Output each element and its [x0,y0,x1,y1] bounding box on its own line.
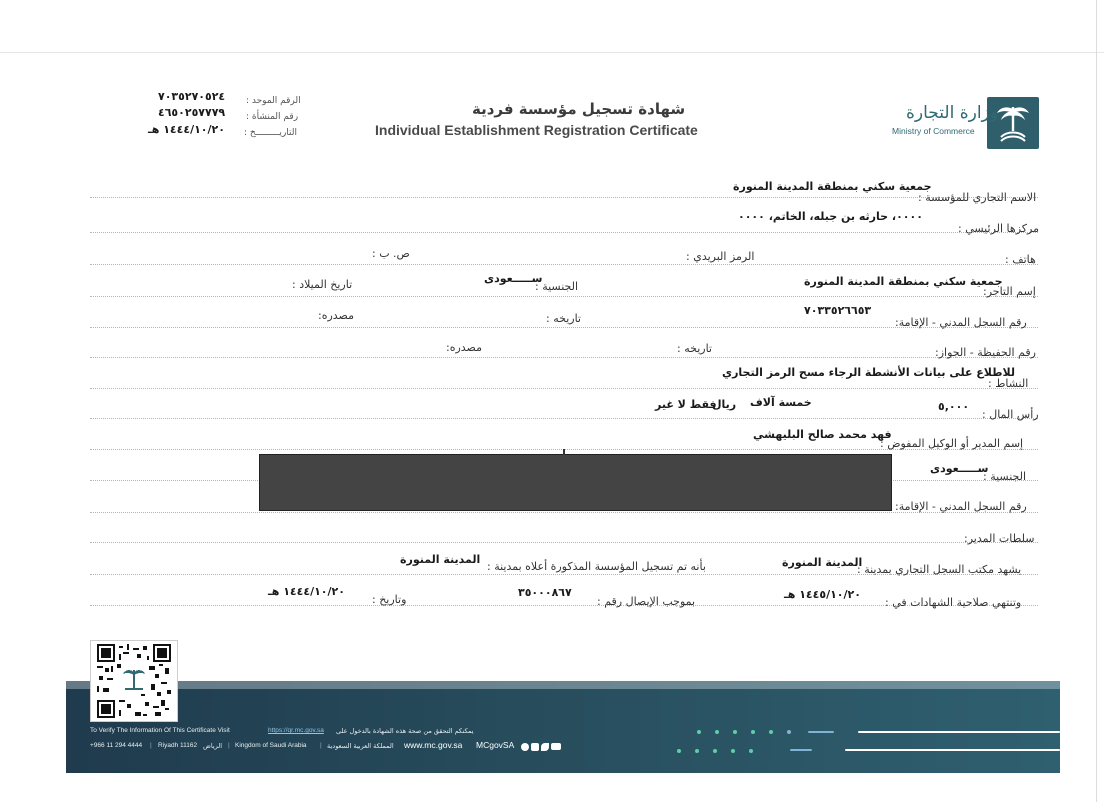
date-value: ١٤٤٤/١٠/٢٠ هـ [148,123,225,136]
ministry-logo-arabic: وزارة التجارة [906,103,998,123]
receipt-date-value: ١٤٤٤/١٠/٢٠ هـ [268,585,345,598]
dotted-rule [90,357,1038,358]
youtube-icon[interactable] [551,743,561,750]
footer-divider: | [150,742,152,749]
postal-code-label: الرمز البريدي : [686,250,755,263]
title-arabic: شهادة تسجيل مؤسسة فردية [472,100,686,118]
passport-label: رقم الحفيظة - الجواز: [935,346,1036,359]
civil-registry-value: ٧٠٣٣٥٢٦٦٥٣ [804,304,872,317]
merchant-name-label: إسم التاجر: [983,285,1036,298]
civil-registry-label: رقم السجل المدني - الإقامة: [895,316,1027,329]
manager-powers-label: سلطات المدير: [964,532,1035,545]
verify-english: To Verify The Information Of This Certificate Visit [90,727,230,734]
title-english: Individual Establishment Registration Certificate [375,122,698,138]
ministry-logo-english: Ministry of Commerce [892,126,975,136]
capital-words: خمسة آلاف [750,396,812,409]
merchant-name-value: جمعية سكني بمنطقة المدينة المنورة [804,275,1003,288]
decor-dot [715,730,719,734]
receipt-label: بموجب الإيصال رقم : [597,595,696,608]
unified-number-label: الرقم الموحد : [246,96,301,106]
issue-date-label: تاريخه : [546,312,581,325]
activity-label: النشاط : [988,377,1029,390]
passport-date-label: تاريخه : [677,342,712,355]
footer-city-en: Riyadh 11162 [158,742,198,749]
decor-dot [713,749,717,753]
decor-dot [731,749,735,753]
footer-highlight [66,681,1060,689]
dotted-rule [90,388,1038,389]
manager-label: إسم المدير أو الوكيل المفوض : [880,437,1024,450]
decor-dot [733,730,737,734]
footer-divider: | [320,742,322,749]
footer-website[interactable]: www.mc.gov.sa [404,740,463,750]
phone-label: هاتف : [1005,253,1036,266]
decor-dot [751,730,755,734]
dotted-rule [90,264,1038,265]
qr-code[interactable] [90,640,178,722]
expiry-value: ١٤٤٥/١٠/٢٠ هـ [784,588,861,601]
dotted-rule [90,197,1038,198]
decor-dot [697,730,701,734]
passport-issuer-label: مصدره: [446,341,482,354]
footer-phone: +966 11 294 4444 [90,742,143,749]
expiry-label: وتنتهي صلاحية الشهادات في : [885,596,1022,609]
date-label: التاريـــــــــخ : [244,128,297,138]
decor-dot [769,730,773,734]
capital-currency: ريال [712,398,737,411]
hq-value: ٠٠٠٠، حارثه بن جبله، الخاتم، ٠٠٠٠ [738,210,923,223]
decor-line [808,731,834,733]
verify-link[interactable]: https://qr.mc.gov.sa [268,727,324,734]
dotted-rule [90,232,1038,233]
verify-arabic: يمكنكم التحقق من صحة هذه الشهادة بالدخول على [336,727,474,735]
pobox-label: ص. ب : [372,247,410,260]
certify-city: المدينة المنورة [782,556,863,569]
decor-dot [677,749,681,753]
capital-only: فقط لا غير [655,398,717,411]
decor-dot [695,749,699,753]
unified-number-value: ٧٠٣٥٢٧٠٥٢٤ [158,90,226,103]
capital-value: ٥,٠٠٠ [938,400,970,413]
manager-nationality-value: ســـــعودى [930,462,989,475]
decor-line [790,749,812,751]
receipt-date-label: وتاريخ : [372,593,407,606]
facility-number-label: رقم المنشأة : [246,112,299,122]
trade-name-value: جمعية سكني بمنطقة المدينة المنورة [733,180,932,193]
certify-label: يشهد مكتب السجل التجاري بمدينة : [857,563,1022,576]
footer-country-ar: المملكة العربية السعودية [327,742,394,750]
facebook-icon[interactable] [531,743,539,751]
decor-dot [787,730,791,734]
manager-civil-label: رقم السجل المدني - الإقامة: [895,500,1027,513]
instagram-icon[interactable] [521,743,529,751]
twitter-icon[interactable] [541,743,549,751]
footer-country-en: Kingdom of Saudi Arabia [235,742,307,749]
facility-number-value: ٤٦٥٠٢٥٧٧٧٩ [158,106,226,119]
registered-label: بأنه تم تسجيل المؤسسة المذكورة أعلاه بمدينة : [487,560,706,573]
footer-divider: | [228,742,230,749]
dotted-rule [90,418,1038,419]
nationality-value: ســـــعودى [484,272,543,285]
decor-line [858,731,1060,733]
nationality-label: الجنسية : [535,280,579,293]
scan-edge-top [0,52,1104,53]
manager-nationality-label: الجنسية : [983,470,1027,483]
decor-dot [749,749,753,753]
scan-edge-right [1096,0,1097,802]
activity-value: للاطلاع على بيانات الأنشطة الرجاء مسح الرمز التجاري [722,366,1016,379]
decor-line [845,749,1060,751]
registered-city: المدينة المنورة [400,553,481,566]
birth-date-label: تاريخ الميلاد : [292,278,353,291]
hq-label: مركزها الرئيسي : [958,222,1039,235]
dotted-rule [90,296,1038,297]
footer-city-ar: الرياض [203,742,223,750]
footer-handle[interactable]: MCgovSA [476,740,515,750]
redaction-box [259,454,892,511]
receipt-value: ٣٥٠٠٠٨٦٧ [518,586,572,599]
trade-name-label: الاسم التجاري للمؤسسة : [918,191,1037,204]
manager-value: فهد محمد صالح البليهشي [753,428,892,441]
redaction-mark [563,449,565,455]
capital-label: رأس المال : [982,408,1039,421]
issuer-label: مصدره: [318,309,354,322]
dotted-rule [90,542,1038,543]
